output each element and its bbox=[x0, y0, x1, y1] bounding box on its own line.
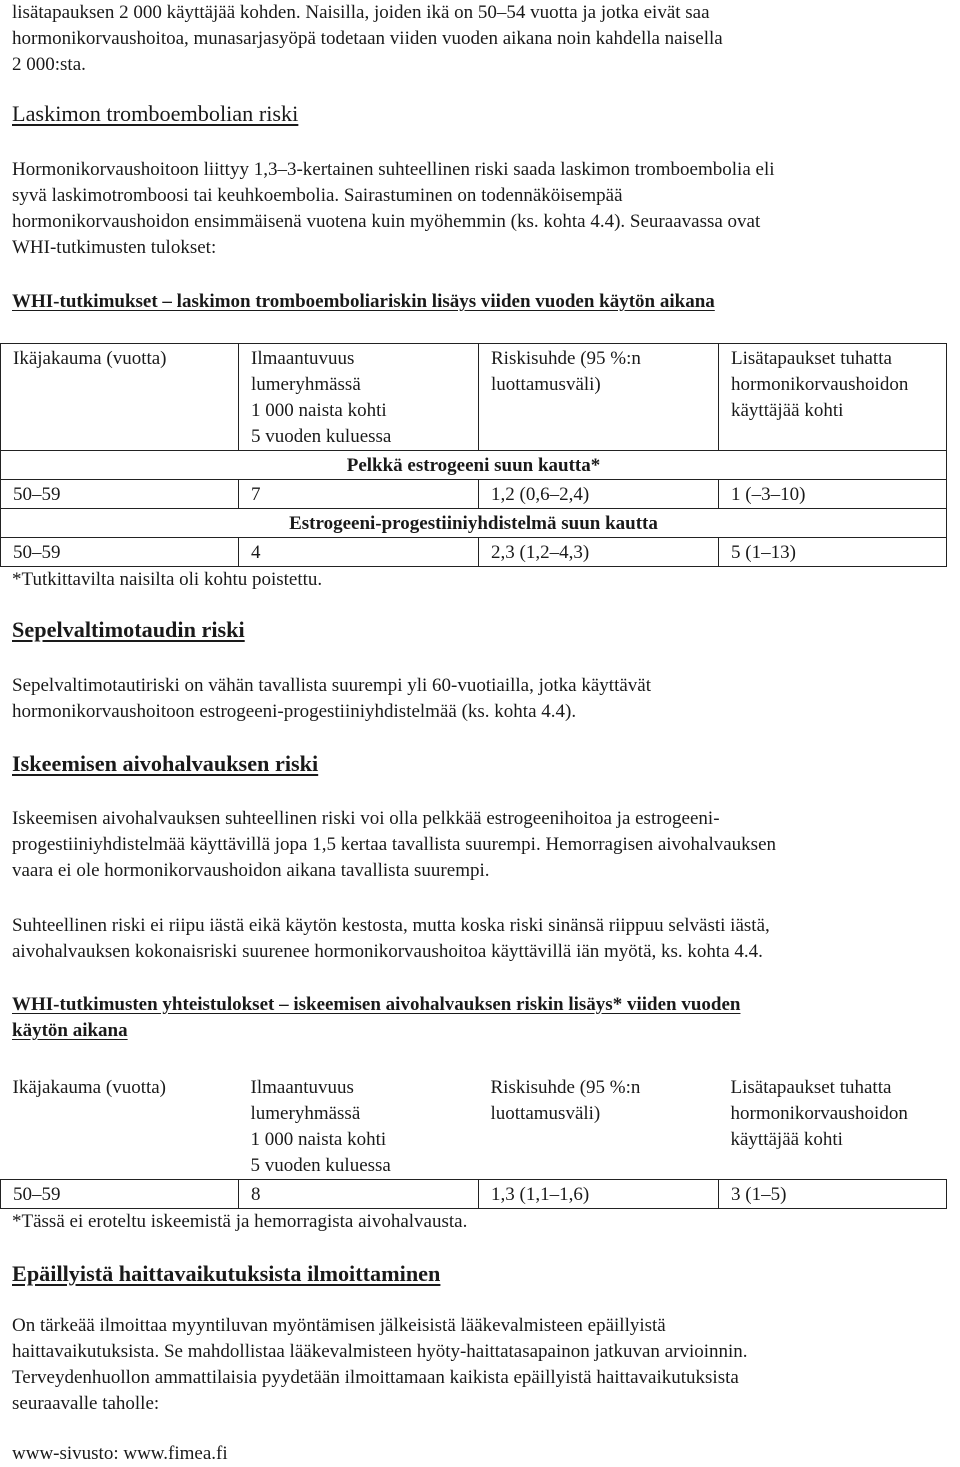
vte-paragraph bbox=[12, 157, 775, 261]
vte-table bbox=[0, 343, 947, 567]
col-incidence-header: Ilmaantuvuus lumeryhmässä 1 000 naista kohti 5 vuoden kuluessa bbox=[239, 344, 479, 451]
text-line: Iskeemisen aivohalvauksen suhteellinen riski voi olla pelkkää estrogeenihoitoa ja estrogeeni- bbox=[12, 808, 720, 829]
intro-paragraph bbox=[12, 0, 723, 78]
table-header-row bbox=[1, 344, 947, 451]
cell: 1,2 (0,6–2,4) bbox=[479, 480, 719, 509]
table-group-row bbox=[1, 451, 947, 480]
text-line: vaara ei ole hormonikorvaushoidon aikana tavallista suurempi. bbox=[12, 860, 490, 881]
vte-table-title bbox=[12, 289, 715, 315]
table-group-row bbox=[1, 509, 947, 538]
cell: 1 (–3–10) bbox=[719, 480, 947, 509]
col-age-header: Ikäjakauma (vuotta) bbox=[1, 344, 239, 451]
text-line: seuraavalle taholle: bbox=[12, 1393, 160, 1414]
text-line: aivohalvauksen kokonaisriski suurenee hormonikorvaushoitoa käyttävillä iän myötä, ks. kohta 4.4. bbox=[12, 941, 763, 962]
text-line: hormonikorvaushoidon ensimmäisenä vuotena kuin myöhemmin (ks. kohta 4.4). Seuraavassa ovat bbox=[12, 211, 761, 232]
col-risk-ratio-header: Riskisuhde (95 %:n luottamusväli) bbox=[479, 1073, 719, 1180]
cell: 3 (1–5) bbox=[719, 1180, 947, 1209]
text-line: 2 000:sta. bbox=[12, 54, 86, 75]
text-line: On tärkeää ilmoittaa myyntiluvan myöntämisen jälkeisistä lääkevalmisteen epäillyistä bbox=[12, 1315, 666, 1336]
text-line: WHI-tutkimusten tulokset: bbox=[12, 237, 217, 258]
text-line: Hormonikorvaushoitoon liittyy 1,3–3-kertainen suhteellinen riski saada laskimon tromboembolia eli bbox=[12, 159, 775, 180]
cell: 5 (1–13) bbox=[719, 538, 947, 567]
vte-table-wrap bbox=[12, 343, 947, 593]
text-line: Suhteellinen riski ei riipu iästä eikä käytön kestosta, mutta koska riski sinänsä riippuu selvästi iästä, bbox=[12, 915, 770, 936]
cell: 50–59 bbox=[1, 480, 239, 509]
website-link[interactable]: www-sivusto: www.fimea.fi bbox=[12, 1443, 228, 1464]
table-row bbox=[1, 480, 947, 509]
cell: 4 bbox=[239, 538, 479, 567]
text-line: haittavaikutuksista. Se mahdollistaa lääkevalmisteen hyöty-haittatasapainon jatkuvan arvioinnin. bbox=[12, 1341, 748, 1362]
cell: 7 bbox=[239, 480, 479, 509]
group-label-combined: Estrogeeni-progestiiniyhdistelmä suun kautta bbox=[1, 509, 947, 538]
text-line: Terveydenhuollon ammattilaisia pyydetään ilmoittamaan kaikista epäillyistä haittavaikutuksista bbox=[12, 1367, 739, 1388]
col-age-header: Ikäjakauma (vuotta) bbox=[1, 1073, 239, 1180]
text-line: lisätapauksen 2 000 käyttäjää kohden. Naisilla, joiden ikä on 50–54 vuotta ja jotka eivät saa bbox=[12, 2, 710, 23]
stroke-table-wrap bbox=[12, 1073, 947, 1235]
stroke-table-title bbox=[12, 992, 740, 1044]
cell: 1,3 (1,1–1,6) bbox=[479, 1180, 719, 1209]
cell: 50–59 bbox=[1, 538, 239, 567]
table-title-text: WHI-tutkimukset – laskimon tromboemboliariskin lisäys viiden vuoden käytön aikana bbox=[12, 291, 715, 312]
col-incidence-header: Ilmaantuvuus lumeryhmässä 1 000 naista kohti 5 vuoden kuluessa bbox=[239, 1073, 479, 1180]
table-title-line: WHI-tutkimusten yhteistulokset – iskeemisen aivohalvauksen riskin lisäys* viiden vuoden bbox=[12, 994, 741, 1015]
text-line: progestiiniyhdistelmää käyttävillä jopa 1,5 kertaa tavallista suurempi. Hemorragisen aivohalvauksen bbox=[12, 834, 776, 855]
table-title-line: käytön aikana bbox=[12, 1020, 128, 1041]
col-additional-cases-header: Lisätapaukset tuhatta hormonikorvaushoidon käyttäjää kohti bbox=[719, 1073, 947, 1180]
table-row bbox=[1, 1180, 947, 1209]
text-line: hormonikorvaushoitoa, munasarjasyöpä todetaan viiden vuoden aikana noin kahdella naisella bbox=[12, 28, 723, 49]
cell: 8 bbox=[239, 1180, 479, 1209]
table-footnote: *Tässä ei eroteltu iskeemistä ja hemorragista aivohalvausta. bbox=[12, 1211, 468, 1232]
col-risk-ratio-header: Riskisuhde (95 %:n luottamusväli) bbox=[479, 344, 719, 451]
text-line: hormonikorvaushoitoon estrogeeni-progestiiniyhdistelmää (ks. kohta 4.4). bbox=[12, 701, 577, 722]
cell: 50–59 bbox=[1, 1180, 239, 1209]
stroke-heading: Iskeemisen aivohalvauksen riski bbox=[12, 751, 319, 776]
group-label-estrogen-only: Pelkkä estrogeeni suun kautta* bbox=[1, 451, 947, 480]
reporting-paragraph bbox=[12, 1313, 748, 1417]
table-header-row bbox=[1, 1073, 947, 1180]
table-row bbox=[1, 538, 947, 567]
reporting-heading: Epäillyistä haittavaikutuksista ilmoittaminen bbox=[12, 1261, 441, 1286]
stroke-paragraph-2 bbox=[12, 913, 770, 965]
text-line: Sepelvaltimotautiriski on vähän tavallista suurempi yli 60-vuotiailla, jotka käyttävät bbox=[12, 675, 651, 696]
cell: 2,3 (1,2–4,3) bbox=[479, 538, 719, 567]
cad-paragraph bbox=[12, 673, 651, 725]
cad-heading: Sepelvaltimotaudin riski bbox=[12, 617, 245, 642]
table-footnote: *Tutkittavilta naisilta oli kohtu poistettu. bbox=[12, 569, 323, 590]
text-line: syvä laskimotromboosi tai keuhkoembolia. Sairastuminen on todennäköisempää bbox=[12, 185, 623, 206]
col-additional-cases-header: Lisätapaukset tuhatta hormonikorvaushoidon käyttäjää kohti bbox=[719, 344, 947, 451]
vte-heading: Laskimon tromboembolian riski bbox=[12, 101, 299, 126]
stroke-table bbox=[0, 1073, 947, 1209]
stroke-paragraph-1 bbox=[12, 806, 776, 884]
